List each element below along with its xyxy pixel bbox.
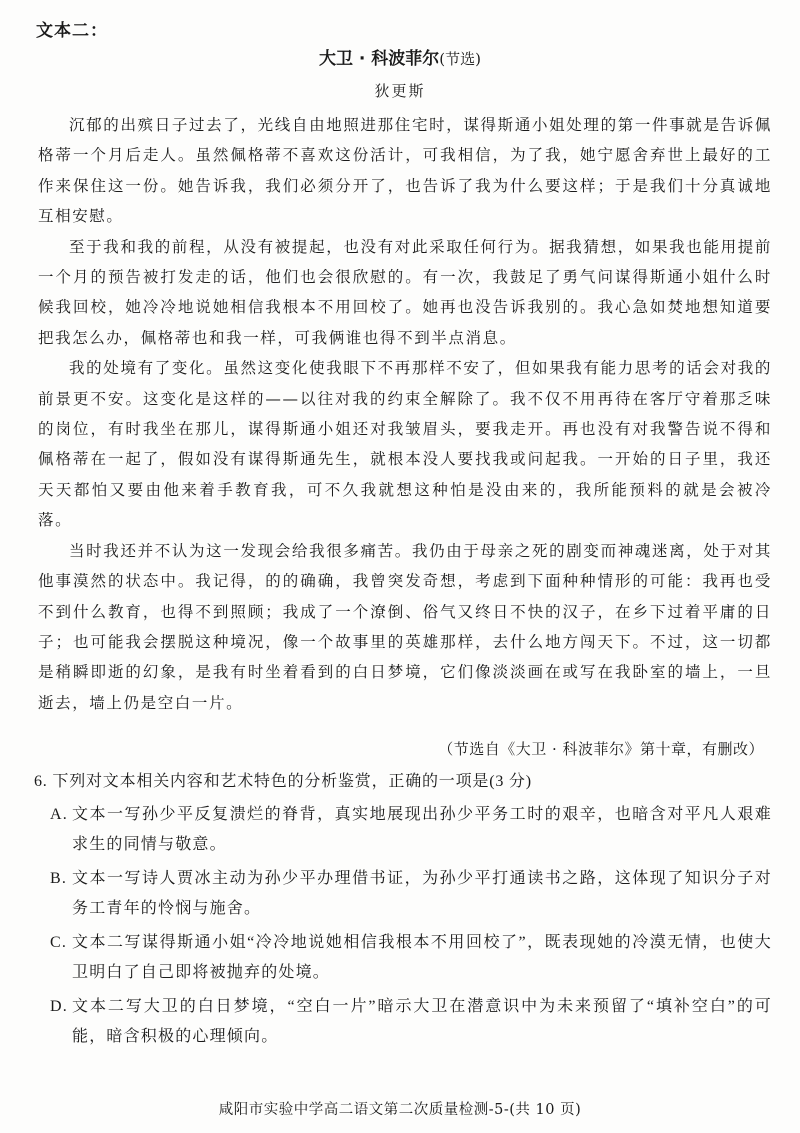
- option-text: 文本二写大卫的白日梦境，“空白一片”暗示大卫在潜意识中为未来预留了“填补空白”的可能，暗含积极的心理倾向。: [72, 998, 772, 1045]
- source-note: （节选自《大卫 · 科波菲尔》第十章，有删改）: [438, 740, 764, 758]
- section-label: 文本二：: [36, 21, 108, 41]
- option-letter: C.: [50, 934, 68, 951]
- passage-title-sub: (节选): [439, 50, 481, 68]
- paragraph: 至于我和我的前程，从没有被提起，也没有对此采取任何行为。据我猜想，如果我也能用提前一个月的预告被打发走的话，他们也会很欣慰的。有一次，我鼓足了勇气问谋得斯通小姐什么时候我回校，她冷冷地说她相信我根本不用回校了。她再也没告诉我别的。我心急如焚地想知道要把我怎么办，佩格蒂也和我一样，可我俩谁也得不到半点消息。: [38, 237, 772, 347]
- option-text: 文本一写诗人贾冰主动为孙少平办理借书证，为孙少平打通读书之路，这体现了知识分子对务工青年的怜悯与施舍。: [72, 870, 772, 917]
- option-letter: A.: [50, 806, 68, 823]
- passage-title-main: 大卫 · 科波菲尔: [318, 49, 440, 69]
- paragraph: 我的处境有了变化。虽然这变化使我眼下不再那样不安了，但如果我有能力思考的话会对我的前景更不安。这变化是这样的——以往对我的约束全解除了。我不仅不用再待在客厅守着那乏味的岗位，有时我坐在那儿，谋得斯通小姐还对我皱眉头，要我走开。再也没有对我警告说不得和佩格蒂在一起了，假如没有谋得斯通先生，就根本没人要找我或问起我。一开始的日子里，我还天天都怕又要由他来着手教育我，可不久我就想这种怕是没由来的，我所能预料的就是会被冷落。: [38, 359, 772, 530]
- page-footer: 咸阳市实验中学高二语文第二次质量检测-5-(共 10 页): [218, 1102, 582, 1118]
- passage-body: [38, 110, 772, 718]
- option-a: [50, 800, 772, 860]
- option-c: [50, 928, 772, 988]
- option-letter: B.: [50, 870, 68, 887]
- passage-title: [0, 44, 800, 69]
- option-text: 文本一写孙少平反复溃烂的脊背，真实地展现出孙少平务工时的艰辛，也暗含对平凡人艰难求生的同情与敬意。: [72, 806, 772, 853]
- option-text: 文本二写谋得斯通小姐“冷冷地说她相信我根本不用回校了”，既表现她的冷漠无情，也使大卫明白了自己即将被抛弃的处境。: [72, 934, 772, 981]
- paragraph: 当时我还并不认为这一发现会给我很多痛苦。我仍由于母亲之死的剧变而神魂迷离，处于对其他事漠然的状态中。我记得，的的确确，我曾突发奇想，考虑到下面种种情形的可能：我再也受不到什么教育，也得不到照顾；我成了一个潦倒、俗气又终日不快的汉子，在乡下过着平庸的日子；也可能我会摆脱这种境况，像一个故事里的英雄那样，去什么地方闯天下。不过，这一切都是稍瞬即逝的幻象，是我有时坐着看到的白日梦境，它们像淡淡画在或写在我卧室的墙上，一旦逝去，墙上仍是空白一片。: [38, 541, 772, 712]
- passage-author: 狄更斯: [374, 82, 426, 100]
- question-stem: 6. 下列对文本相关内容和艺术特色的分析鉴赏，正确的一项是(3 分): [34, 773, 532, 790]
- option-b: [50, 864, 772, 924]
- question-6: [34, 768, 772, 1052]
- option-letter: D.: [50, 998, 68, 1015]
- option-d: [50, 992, 772, 1052]
- paragraph: 沉郁的出殡日子过去了，光线自由地照进那住宅时，谋得斯通小姐处理的第一件事就是告诉佩格蒂一个月后走人。虽然佩格蒂不喜欢这份活计，可我相信，为了我，她宁愿舍弃世上最好的工作来保住这一份。她告诉我，我们必须分开了，也告诉了我为什么要这样；于是我们十分真诚地互相安慰。: [38, 116, 772, 226]
